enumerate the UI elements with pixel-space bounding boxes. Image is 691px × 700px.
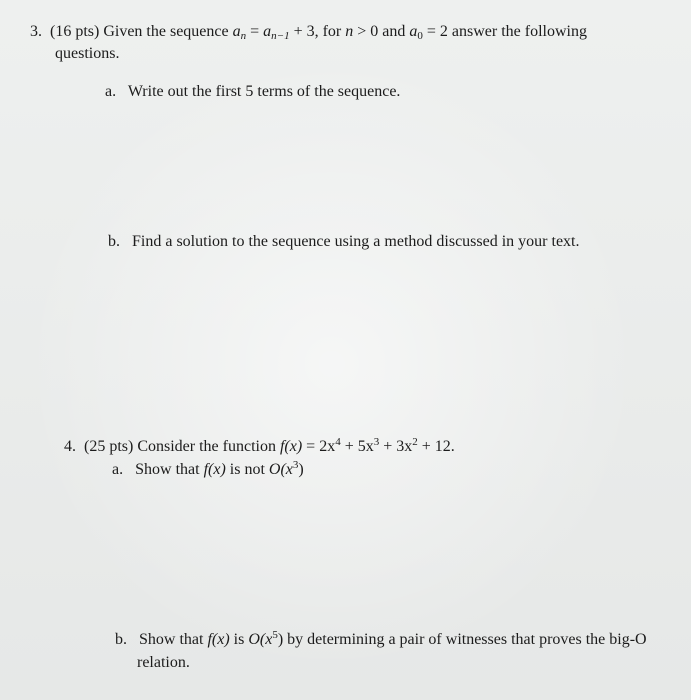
q3-points: (16 pts)	[50, 23, 100, 40]
q4-part-b-exp: 5	[272, 629, 278, 641]
q4-func-eq: = 2x	[306, 438, 336, 455]
q4-term4: + 12.	[421, 438, 455, 455]
q4-exp2: 2	[412, 436, 418, 448]
q4-part-a-func: f(x)	[203, 461, 226, 478]
q3-intro: Given the sequence	[103, 23, 229, 40]
q4-part-b-func: f(x)	[207, 631, 230, 648]
q3-initial-rest: = 2 answer the following	[426, 23, 587, 40]
q3-condition-var: n	[345, 23, 354, 40]
q4-part-a-pre: Show that	[135, 461, 200, 478]
q3-part-b-label: b.	[108, 233, 120, 250]
q4-func: f(x)	[279, 438, 303, 455]
q3-recurrence-lhs: a	[232, 23, 241, 40]
q3-equals: =	[250, 23, 260, 40]
q4-part-a-close: )	[298, 461, 304, 478]
q3-line-2	[55, 44, 119, 64]
q4-part-b-mid: is	[233, 631, 245, 648]
q3-part-b-text: Find a solution to the sequence using a method discussed in your text.	[132, 233, 580, 250]
q4-intro: Consider the function	[137, 438, 276, 455]
q3-recurrence-tail: + 3, for	[293, 23, 342, 40]
q4-part-b-line-1	[115, 630, 647, 650]
q4-part-b-label: b.	[115, 631, 127, 648]
q4-exp4: 4	[335, 436, 341, 448]
q3-recurrence-lhs-sub: n	[240, 30, 247, 42]
q3-part-b	[108, 232, 580, 252]
q3-intro-line2: questions.	[55, 45, 120, 62]
q4-part-b-pre: Show that	[139, 631, 204, 648]
q4-term3: + 3x	[383, 438, 413, 455]
q4-part-b-line2: relation.	[137, 654, 190, 671]
q3-condition-rest: > 0 and	[357, 23, 406, 40]
q3-number: 3.	[30, 23, 42, 40]
q3-part-a	[105, 82, 400, 102]
q4-part-a-exp: 3	[292, 459, 299, 471]
q3-part-a-text: Write out the first 5 terms of the sequence.	[127, 83, 401, 100]
q3-initial-var: a	[409, 23, 418, 40]
q4-number: 4.	[64, 438, 76, 455]
q3-initial-sub: 0	[417, 30, 423, 42]
q4-part-a-bigo: O(x	[268, 461, 293, 478]
q3-recurrence-rhs-sub: n−1	[271, 30, 290, 42]
q4-part-a	[112, 460, 304, 480]
q4-points: (25 pts)	[84, 438, 134, 455]
q3-part-a-label: a.	[105, 83, 117, 100]
q4-exp3: 3	[373, 436, 380, 448]
q3-line-1	[30, 22, 587, 42]
q4-part-b-line-2	[137, 653, 190, 673]
q4-part-b-rest: by determining a pair of witnesses that proves the big-O	[287, 631, 647, 648]
q4-part-a-mid: is not	[229, 461, 265, 478]
q4-part-b-bigo: O(x	[248, 631, 273, 648]
q4-line-1	[64, 437, 455, 457]
q3-recurrence-rhs: a	[263, 23, 272, 40]
q4-part-b-close: )	[277, 631, 284, 648]
q4-part-a-label: a.	[112, 461, 124, 478]
q4-term2: + 5x	[344, 438, 374, 455]
